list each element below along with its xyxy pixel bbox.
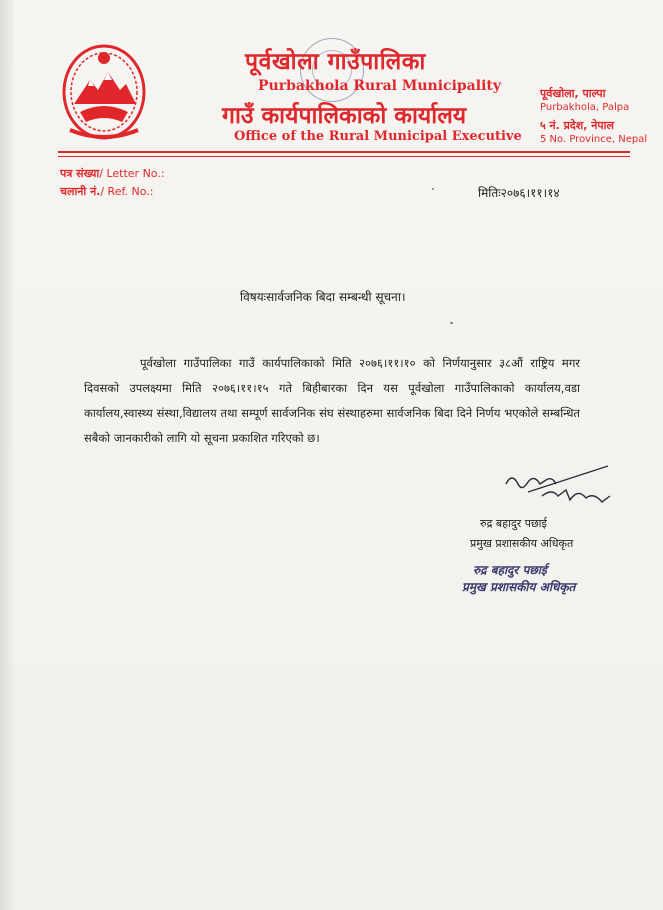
letter-no-label-en: / Letter No.:: [99, 167, 165, 180]
office-name-np: गाउँ कार्यपालिकाको कार्यालय: [222, 103, 467, 129]
address-np-line2: ५ नं. प्रदेश, नेपाल: [540, 119, 614, 132]
letter-date: मितिः२०७६।११।१४: [478, 186, 560, 200]
handwritten-signature: [498, 462, 618, 512]
address-np-line1: पूर्वखोला, पाल्पा: [540, 87, 606, 100]
ref-no-row: [60, 184, 154, 199]
address-en-line2: 5 No. Province, Nepal: [540, 134, 648, 145]
municipality-name-np: पूर्वखोला गाउँपालिका: [245, 49, 426, 75]
speck: [450, 322, 453, 324]
page-edge-shadow: [0, 0, 14, 910]
header-rule-thick: [58, 151, 630, 153]
stamp-signatory-name: रुद्र बहादुर पछाई: [473, 563, 547, 577]
stamp-signatory-title: प्रमुख प्रशासकीय अधिकृत: [462, 580, 576, 594]
office-name-en: Office of the Rural Municipal Executive: [234, 129, 522, 144]
municipality-name-en: Purbakhola Rural Municipality: [258, 78, 501, 94]
nepal-emblem-icon: [60, 40, 148, 142]
ref-no-label-np: चलानी नं.: [60, 185, 101, 198]
ref-no-label-en: / Ref. No.:: [100, 185, 154, 198]
signatory-name: रुद्र बहादुर पछाई: [480, 517, 547, 530]
address-en-line1: Purbakhola, Palpa: [540, 102, 630, 113]
letter-no-row: [60, 166, 165, 181]
letter-body: पूर्वखोला गाउँपालिका गाउँ कार्यपालिकाको मिति २०७६।११।१० को निर्णयानुसार ३८औं राष्ट्रिय मगर दिवसको उपलक्ष्यमा मिति २०७६।११।१५ गते बिहीबारका दिन यस पूर्वखोला गाउँपालिकाको कार्यालय,वडा कार्यालय,स्वास्थ्य संस्था,विद्यालय तथा सम्पूर्ण सार्वजनिक संघ संस्थाहरुमा सार्वजनिक बिदा दिने निर्णय भएकोले सम्बन्धित सबैको जानकारीको लागि यो सूचना प्रकाशित गरिएको छ।: [84, 356, 580, 445]
header-rule-thin: [58, 156, 630, 157]
signatory-title: प्रमुख प्रशासकीय अधिकृत: [470, 537, 574, 550]
letter-subject: विषयःसार्वजनिक बिदा सम्बन्धी सूचना।: [240, 290, 406, 304]
letter-no-label-np: पत्र संख्या: [60, 167, 100, 180]
speck: [432, 188, 434, 190]
